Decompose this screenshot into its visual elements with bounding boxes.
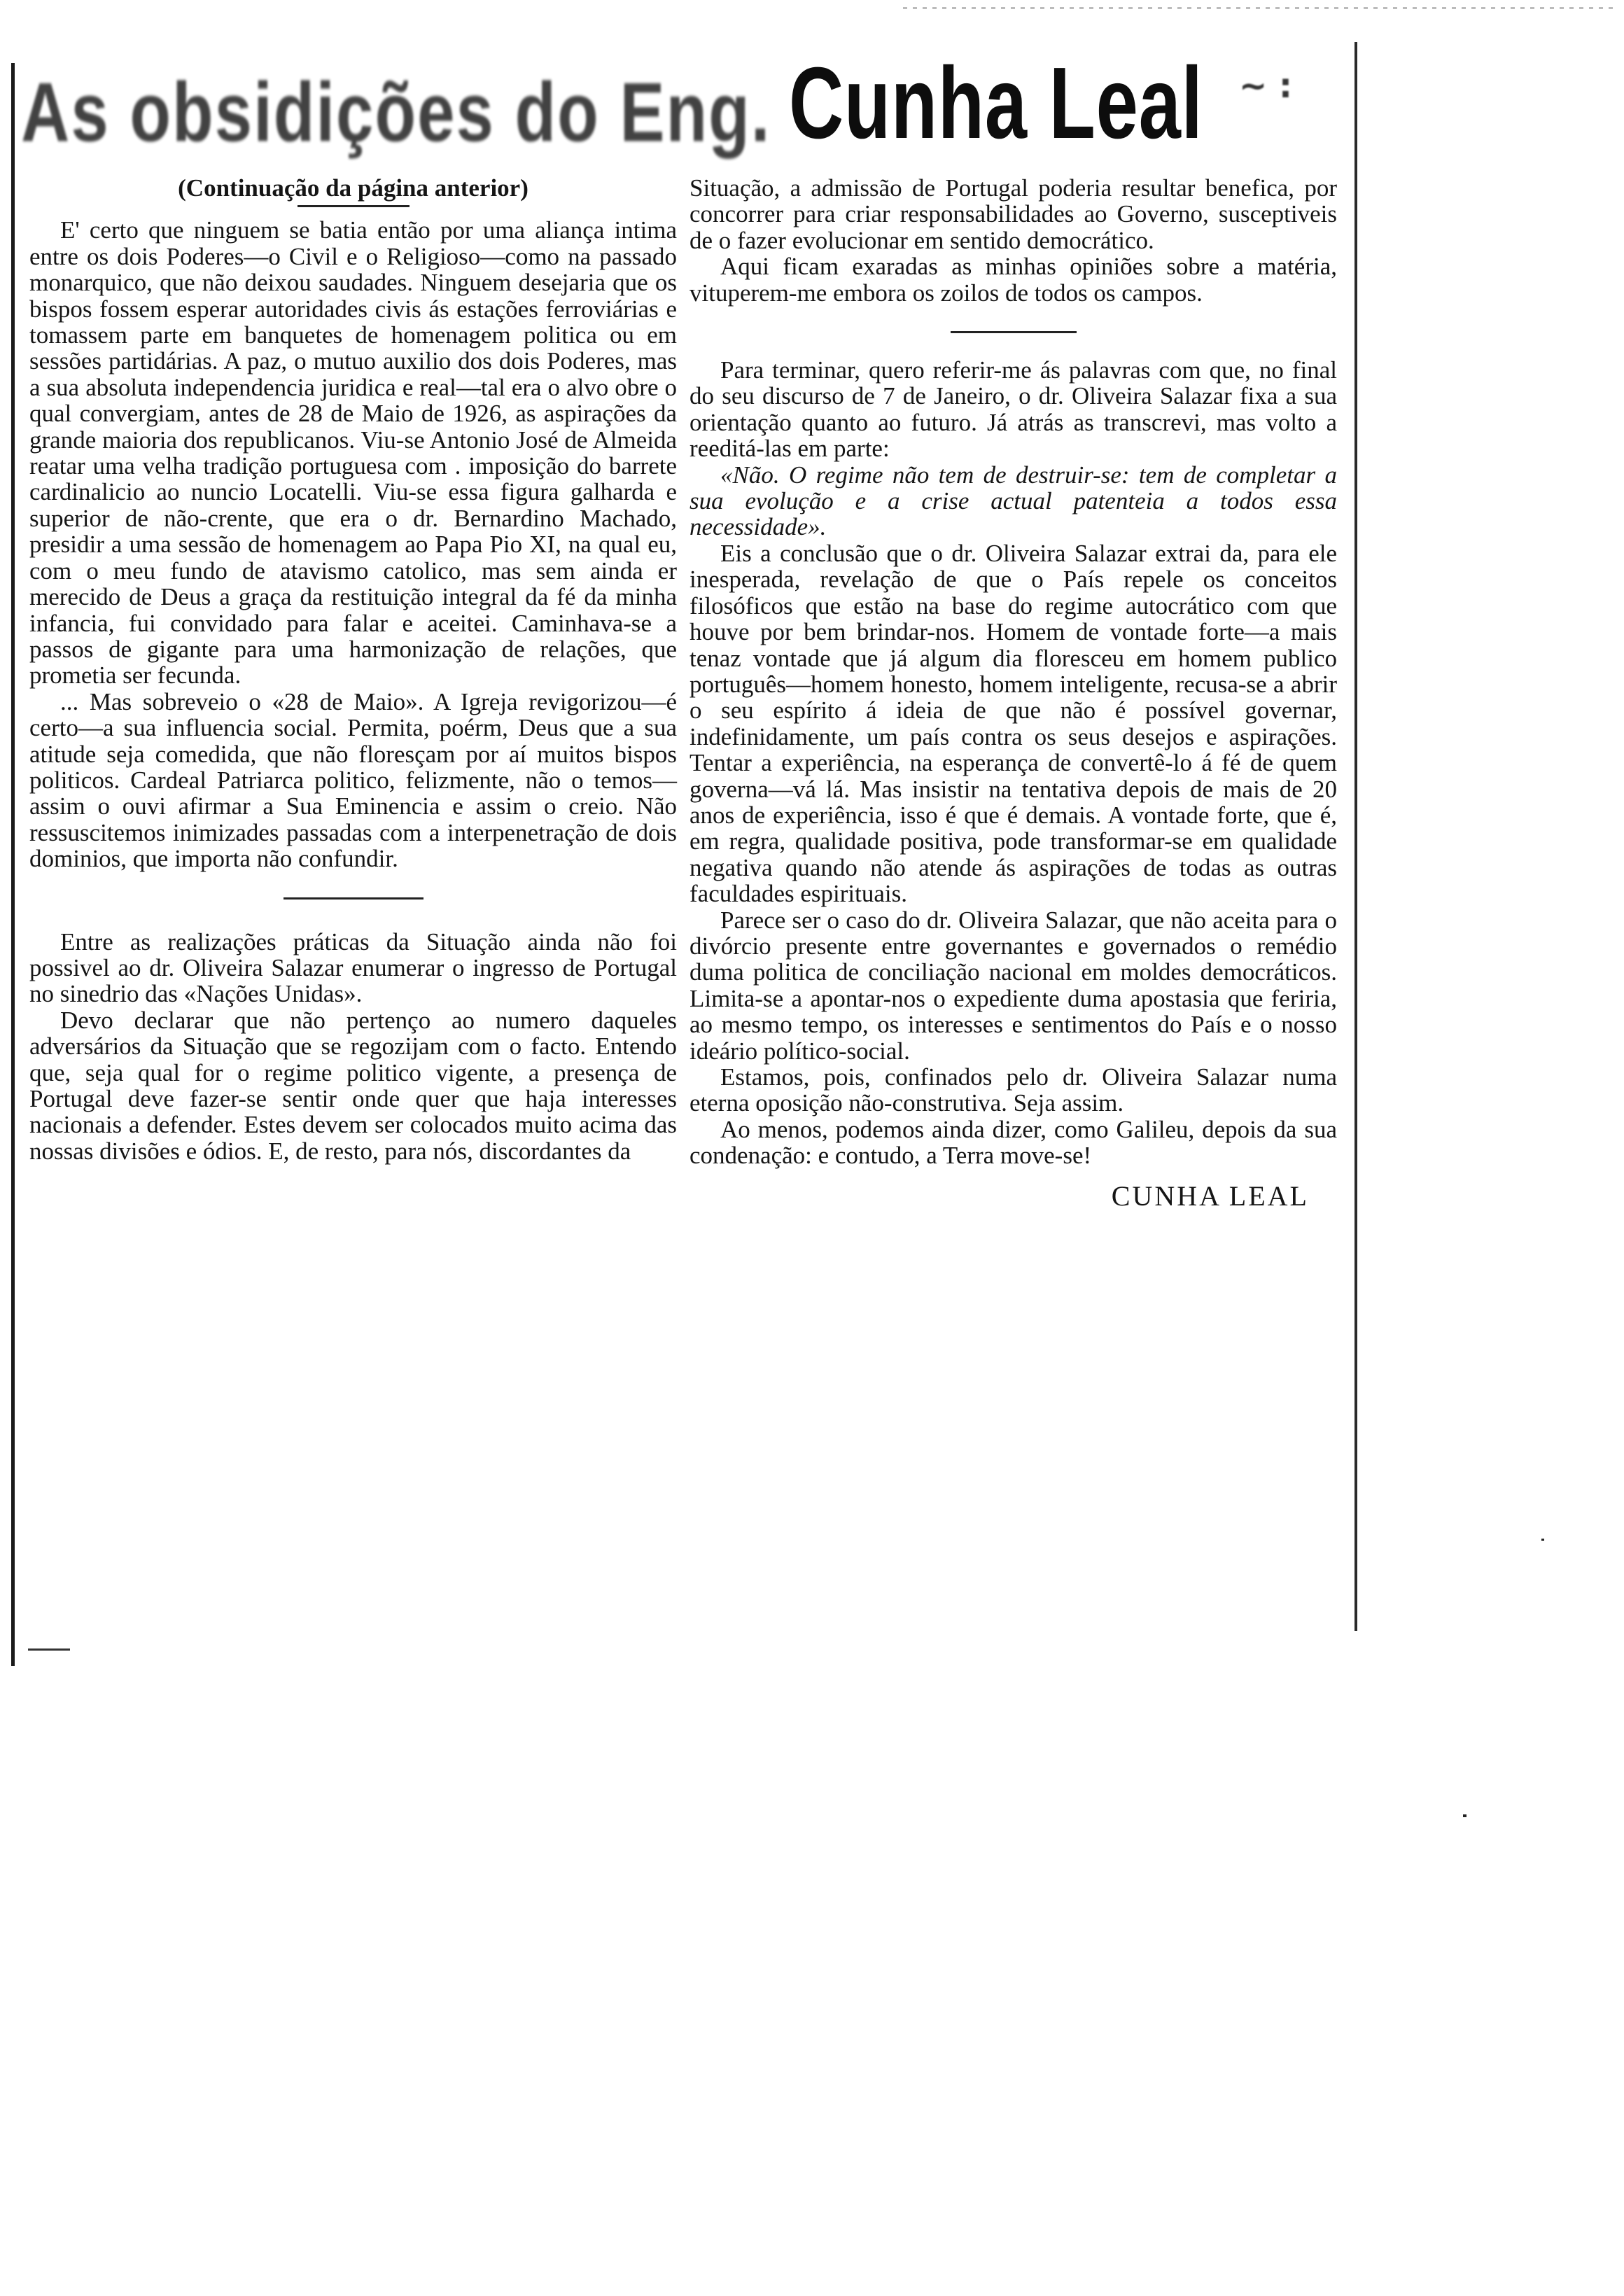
left-paragraph-3: Entre as realizações práticas da Situação ainda não foi possivel ao dr. Oliveira Salazar enumerar o ingresso de Portugal no sinedrio das «Nações Unidas». — [29, 927, 677, 1008]
continuation-subtitle: (Continuação da página anterior) — [178, 174, 528, 202]
left-column — [29, 175, 677, 1164]
right-paragraph-6: Parece ser o caso do dr. Oliveira Salazar, que não aceita para o divórcio presente entre governantes e governados o remédio duma politica de conciliação nacional em moldes democráticos. Limita-se a apontar-nos o expediente duma apostasia que feriria, ao mesmo tempo, os interesses e sentimentos do País e o nosso ideário político-social. — [690, 906, 1337, 1065]
right-quote: «Não. O regime não tem de destruir-se: tem de completar a sua evolução e a crise actual patenteia a todos essa necessidade». — [690, 461, 1337, 541]
top-edge-marks — [903, 7, 1617, 9]
right-paragraph-3: Para terminar, quero referir-me ás palavras com que, no final do seu discurso de 7 de Janeiro, o dr. Oliveira Salazar fixa a sua orientação quanto ao futuro. Já atrás as transcrevi, mas volto a reeditá-las em parte: — [690, 356, 1337, 463]
left-bottom-mark — [28, 1648, 70, 1651]
right-paragraph-2: Aqui ficam exaradas as minhas opiniões sobre a matéria, vituperem-me embora os zoilos de todos os campos. — [690, 253, 1337, 307]
section-divider — [298, 205, 410, 207]
left-border-rule — [11, 63, 15, 1666]
section-divider — [284, 897, 424, 899]
masthead-faded-title: As obsidições do Eng. — [21, 65, 771, 160]
right-paragraph-5: Eis a conclusão que o dr. Oliveira Salazar extrai da, para ele inesperada, revelação de que o País repele os conceitos filosóficos que estão na base do regime autocrático com que houve por bem brindar-nos. Homem de vontade forte—a mais tenaz vontade que já algum dia floresceu em homem publico português—homem honesto, homem inteligente, recusa-se a abrir o seu espírito á ideia de que não é possível governar, indefinidamente, um país contra os seus desejos e aspirações. Tentar a experiência, na esperança de convertê-lo á fé de quem governa—vá lá. Mas insistir na tentativa depois de mais de 20 anos de experiência, isso é que é demais. A vontade forte, que é, em regra, qualidade positiva, pode transformar-se em qualidade negativa quando não atende ás aspirações de todas as outras faculdades espirituais. — [690, 539, 1337, 908]
scan-speck — [1541, 1539, 1544, 1541]
section-divider — [951, 331, 1077, 333]
ink-smudge: ~ : — [1239, 66, 1293, 106]
masthead-author-name: Cunha Leal — [789, 46, 1204, 160]
right-paragraph-1: Situação, a admissão de Portugal poderia resultar benefica, por concorrer para criar responsabilidades ao Governo, susceptiveis de o fazer evolucionar em sentido democrático. — [690, 174, 1337, 254]
left-paragraph-4: Devo declarar que não pertenço ao numero daqueles adversários da Situação que se regozijam com o facto. Entendo que, seja qual for o regime politico vigente, a presença de Portugal deve fazer-se sentir onde quer que haja interesses nacionais a defender. Estes devem ser colocados muito acima das nossas divisões e ódios. E, de resto, para nós, discordantes da — [29, 1006, 677, 1165]
right-border-rule — [1354, 42, 1357, 1631]
right-column — [690, 174, 1337, 1212]
left-paragraph-1: E' certo que ninguem se batia então por uma aliança intima entre os dois Poderes—o Civil e o Religioso—como na passado monarquico, que não deixou saudades. Ninguem desejaria que os bispos fossem esperar autoridades civis ás estações ferroviárias e tomassem parte em banquetes de homenagem politica ou em sessões partidárias. A paz, o mutuo auxilio dos dois Poderes, mas a sua absoluta independencia juridica e real—tal era o alvo obre o qual convergiam, antes de 28 de Maio de 1926, as aspirações da grande maioria dos republicanos. Viu-se Antonio José de Almeida reatar uma velha tradição portuguesa com . imposição do barrete cardinalicio ao nuncio Locatelli. Viu-se essa figura galharda e superior de não-crente, que era o dr. Bernardino Machado, presidir a uma sessão de homenagem ao Papa Pio XI, na qual eu, com o meu fundo de atavismo catolico, mas sem ainda er merecido de Deus a graça da restituição integral da fé da minha infancia, fui convidado para falar e aceitei. Caminhava-se a passos de gigante para uma harmonização de relações, que prometia ser fecunda. — [29, 216, 677, 690]
scan-speck — [1463, 1814, 1466, 1817]
right-paragraph-7: Estamos, pois, confinados pelo dr. Oliveira Salazar numa eterna oposição não-construtiva. Seja assim. — [690, 1063, 1337, 1117]
left-paragraph-2: ... Mas sobreveio o «28 de Maio». A Igreja revigorizou—é certo—a sua influencia social. Permita, poérm, Deus que a sua atitude seja comedida, que não floresçam por aí muitos bispos politicos. Cardeal Patriarca politico, felizmente, não o temos—assim o ouvi afirmar a Sua Eminencia e assim o creio. Não ressuscitemos inimizades passadas com a interpenetração de dois dominios, que importa não confundir. — [29, 687, 677, 873]
masthead — [21, 46, 1337, 161]
author-signature: CUNHA LEAL — [1111, 1180, 1309, 1212]
right-paragraph-8: Ao menos, podemos ainda dizer, como Galileu, depois da sua condenação: e contudo, a Terra move-se! — [690, 1115, 1337, 1170]
